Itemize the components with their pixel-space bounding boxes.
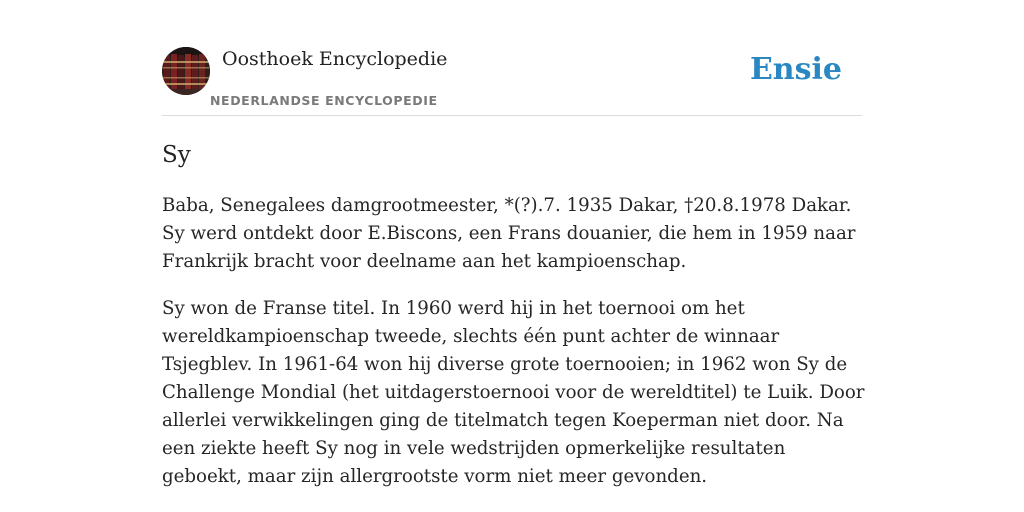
brand-logo[interactable]: Ensie xyxy=(749,52,842,87)
source-subtitle: NEDERLANDSE ENCYCLOPEDIE xyxy=(210,93,438,108)
source-header xyxy=(162,46,862,116)
encyclopedia-books-icon[interactable] xyxy=(162,47,210,95)
entry-body xyxy=(162,192,867,510)
paragraph: Baba, Senegalees damgrootmeester, *(?).7. 1935 Dakar, †20.8.1978 Dakar. Sy werd ontdekt door E.Biscons, een Frans douanier, die hem in 1959 naar Frankrijk bracht voor deelname aan het kampioenschap. xyxy=(162,195,856,272)
paragraph: Sy won de Franse titel. In 1960 werd hij in het toernooi om het wereldkampioenschap tweede, slechts één punt achter de winnaar Tsjegblev. In 1961-64 won hij diverse grote toernooien; in 1962 won Sy de Challenge Mondial (het uitdagerstoernooi voor de wereldtitel) te Luik. Door allerlei verwikkelingen ging de titelmatch tegen Koeperman niet door. Na een ziekte heeft Sy nog in vele wedstrijden opmerkelijke resultaten geboekt, maar zijn allergrootste vorm niet meer gevonden. xyxy=(162,298,865,487)
entry-title: Sy xyxy=(162,142,191,168)
source-title[interactable]: Oosthoek Encyclopedie xyxy=(222,48,448,70)
